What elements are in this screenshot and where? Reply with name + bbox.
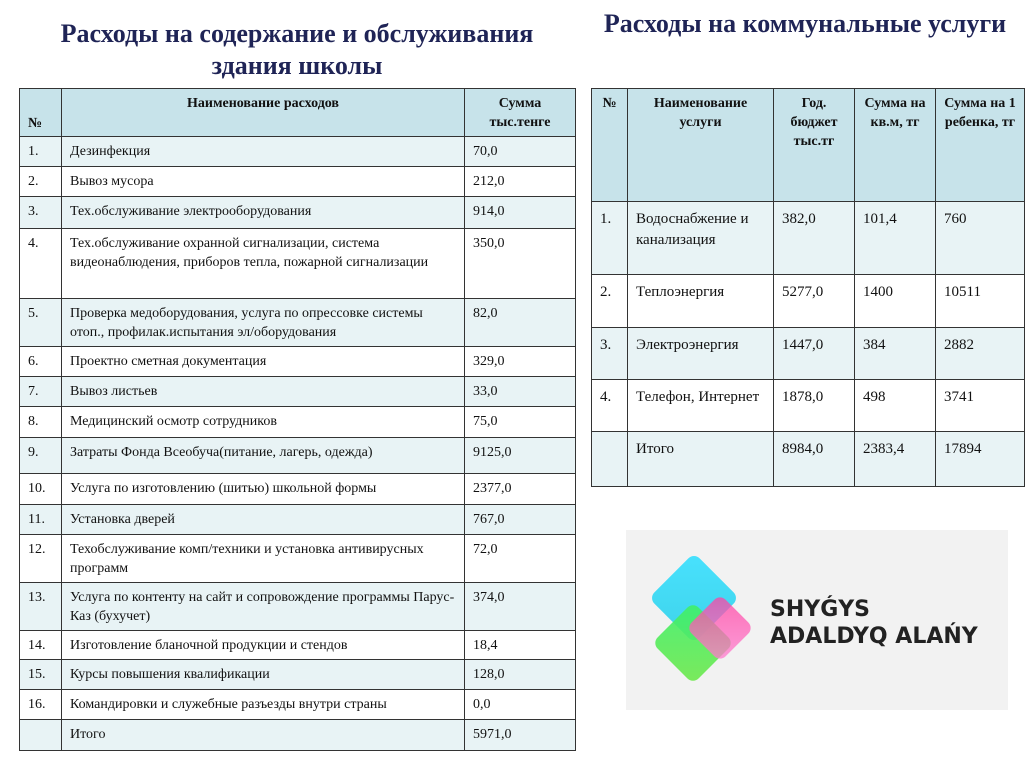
cell-num: 8. [20,407,62,438]
cell-sum: 0,0 [465,690,576,720]
cell-budget: 382,0 [774,202,855,275]
cell-name: Итого [628,432,774,487]
cell-num: 15. [20,660,62,690]
cell-name: Затраты Фонда Всеобуча(питание, лагерь, одежда) [62,438,465,474]
cell-sum: 18,4 [465,631,576,660]
table-row [20,505,576,535]
header-name: Наименование услуги [628,89,774,202]
cell-name: Электроэнергия [628,328,774,380]
cell-num: 3. [20,197,62,229]
table-row [20,535,576,583]
cell-sum: 329,0 [465,347,576,377]
cell-name: Проектно сметная документация [62,347,465,377]
cell-name: Командировки и служебные разъезды внутри страны [62,690,465,720]
header-per-sqm: Сумма на кв.м, тг [855,89,936,202]
logo-line-1: SHYǴYS [770,597,871,622]
table-row [20,299,576,347]
cell-name: Услуга по контенту на сайт и сопровождение программы Парус-Каз (бухучет) [62,583,465,631]
table-row [592,275,1025,328]
cell-sum: 75,0 [465,407,576,438]
cell-name: Проверка медоборудования, услуга по опрессовке системы отоп., профилак.испытания эл/оборудования [62,299,465,347]
cell-num [20,720,62,751]
cell-num: 3. [592,328,628,380]
table-row [20,377,576,407]
table-row [20,690,576,720]
cell-sum: 82,0 [465,299,576,347]
cell-num: 12. [20,535,62,583]
header-per-child: Сумма на 1 ребенка, тг [936,89,1025,202]
cell-num: 1. [20,137,62,167]
table-row [20,167,576,197]
cell-name: Вывоз листьев [62,377,465,407]
table-row [20,347,576,377]
header-num: № [592,89,628,202]
cell-name: Итого [62,720,465,751]
table-row [20,583,576,631]
cell-num: 10. [20,474,62,505]
cell-num: 9. [20,438,62,474]
cell-num: 5. [20,299,62,347]
header-name: Наименование расходов [62,89,465,137]
cell-num: 6. [20,347,62,377]
logo-line-2: ADALDYQ ALAŃY [770,624,978,649]
cell-name: Водоснабжение и канализация [628,202,774,275]
cell-sum: 350,0 [465,229,576,299]
cell-sum: 72,0 [465,535,576,583]
table-row [20,438,576,474]
table-row [20,660,576,690]
cell-name: Теплоэнергия [628,275,774,328]
cell-sum: 2377,0 [465,474,576,505]
cell-name: Услуга по изготовлению (шитью) школьной формы [62,474,465,505]
utilities-expenses-title: Расходы на коммунальные услуги [603,9,1007,38]
cell-num: 13. [20,583,62,631]
cell-num: 11. [20,505,62,535]
cell-name: Вывоз мусора [62,167,465,197]
cell-per-sqm: 1400 [855,275,936,328]
cell-per-sqm: 498 [855,380,936,432]
cell-sum: 374,0 [465,583,576,631]
table-row [20,407,576,438]
table-row [592,202,1025,275]
cell-num: 1. [592,202,628,275]
table-row [20,720,576,751]
cell-name: Установка дверей [62,505,465,535]
header-budget: Год. бюджет тыс.тг [774,89,855,202]
school-expenses-title: Расходы на содержание и обслуживания здания школы [60,19,534,80]
table-row [20,631,576,660]
cell-num: 14. [20,631,62,660]
utilities-expenses-table [591,88,1025,487]
cell-name: Дезинфекция [62,137,465,167]
cell-num: 16. [20,690,62,720]
cell-per-child: 10511 [936,275,1025,328]
cell-sum: 212,0 [465,167,576,197]
cell-per-child: 2882 [936,328,1025,380]
table-row [20,229,576,299]
cell-per-sqm: 384 [855,328,936,380]
cell-num: 2. [592,275,628,328]
cell-num: 4. [20,229,62,299]
cell-per-sqm: 2383,4 [855,432,936,487]
table-row [20,137,576,167]
cell-name: Медицинский осмотр сотрудников [62,407,465,438]
cell-per-child: 3741 [936,380,1025,432]
cell-sum: 5971,0 [465,720,576,751]
header-sum: Сумма тыс.тенге [465,89,576,137]
school-expenses-table [19,88,576,751]
cell-num: 4. [592,380,628,432]
cell-name: Тех.обслуживание охранной сигнализации, системa видеонаблюдения, приборов тепла, пожарной сигнализации [62,229,465,299]
cell-sum: 914,0 [465,197,576,229]
cell-budget: 1878,0 [774,380,855,432]
table-row [592,432,1025,487]
logo-mark-icon [640,544,760,694]
cell-budget: 5277,0 [774,275,855,328]
cell-name: Техобслуживание комп/техники и установка антивирусных программ [62,535,465,583]
table-row [592,328,1025,380]
table-row [592,380,1025,432]
cell-budget: 1447,0 [774,328,855,380]
cell-name: Тех.обслуживание электрооборудования [62,197,465,229]
cell-sum: 70,0 [465,137,576,167]
cell-num: 2. [20,167,62,197]
cell-sum: 767,0 [465,505,576,535]
cell-sum: 9125,0 [465,438,576,474]
header-num: № [20,89,62,137]
cell-sum: 128,0 [465,660,576,690]
table-row [20,197,576,229]
cell-per-child: 17894 [936,432,1025,487]
table-row [20,474,576,505]
cell-num [592,432,628,487]
cell-name: Курсы повышения квалификации [62,660,465,690]
cell-num: 7. [20,377,62,407]
cell-per-child: 760 [936,202,1025,275]
cell-name: Телефон, Интернет [628,380,774,432]
cell-sum: 33,0 [465,377,576,407]
cell-per-sqm: 101,4 [855,202,936,275]
cell-name: Изготовление бланочной продукции и стендов [62,631,465,660]
cell-budget: 8984,0 [774,432,855,487]
logo [626,530,1008,710]
